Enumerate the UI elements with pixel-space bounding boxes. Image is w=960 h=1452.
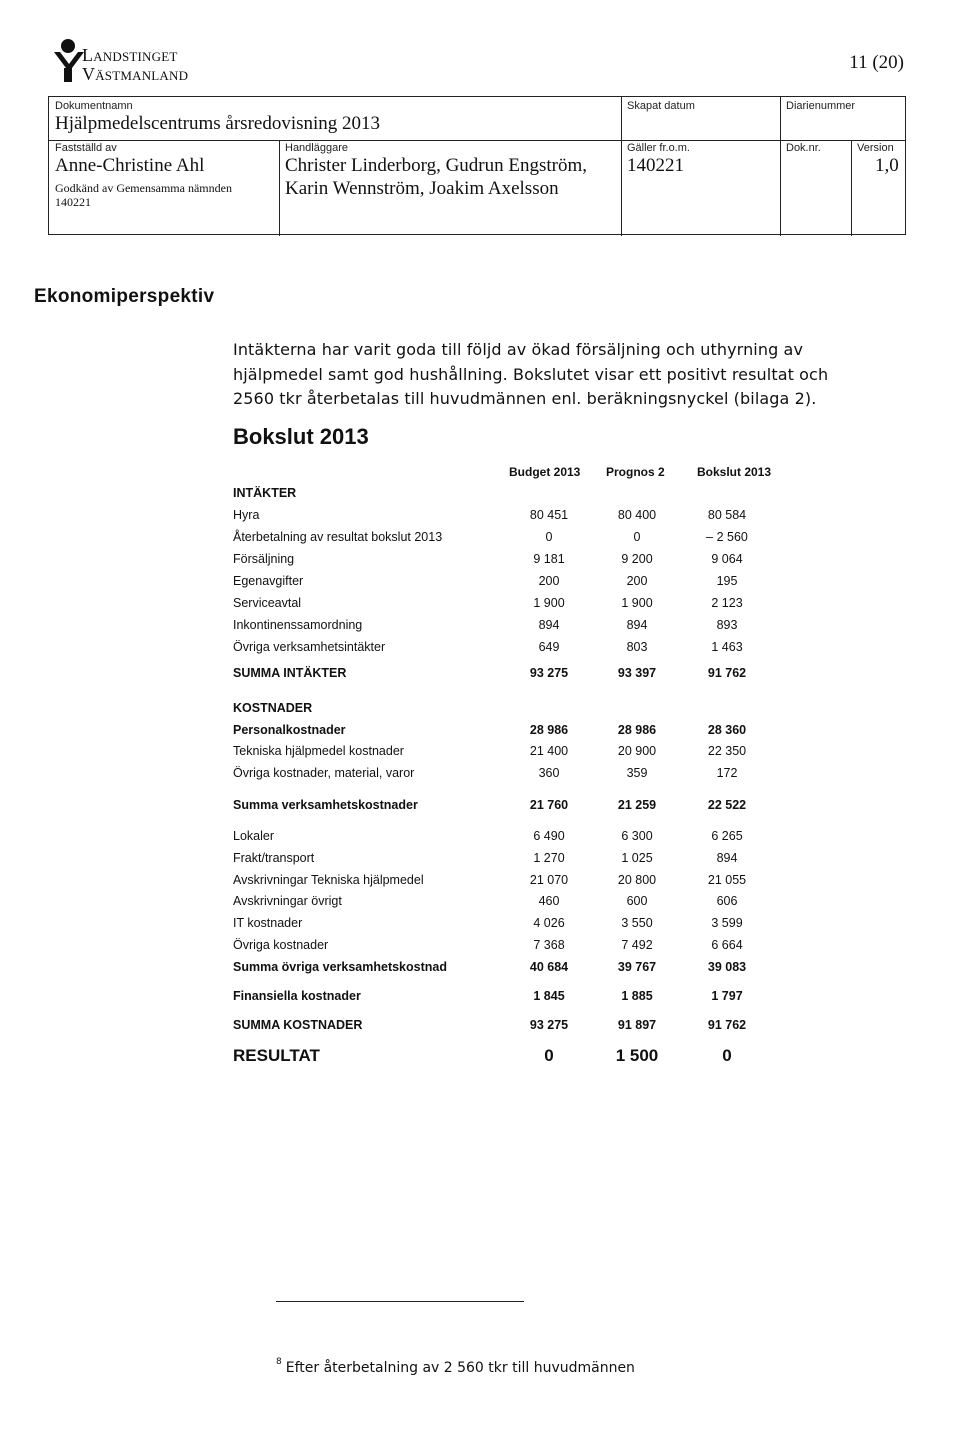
cell-budget: 0 — [545, 530, 553, 544]
cell-prognos: 39 767 — [617, 960, 657, 974]
row-label: Finansiella kostnader — [233, 989, 361, 1003]
cell-budget: 93 275 — [529, 1018, 569, 1032]
row-label: Hyra — [233, 508, 260, 522]
cell-prognos: 9 200 — [621, 552, 653, 566]
cell-bokslut: 2 123 — [711, 596, 743, 610]
cell-bokslut: 6 664 — [711, 938, 743, 952]
result-row — [233, 1046, 833, 1064]
valid-from: 140221 — [627, 155, 684, 176]
handler-line2: Karin Wennström, Joakim Axelsson — [285, 178, 559, 199]
handler-line1: Christer Linderborg, Gudrun Engström, — [285, 155, 588, 176]
financial-row — [233, 989, 833, 1007]
row-label: Frakt/transport — [233, 851, 315, 865]
income-heading — [233, 486, 833, 504]
cell-prognos: 1 900 — [621, 596, 653, 610]
table-row — [233, 596, 833, 614]
cell-bokslut: 6 265 — [711, 829, 743, 843]
footnote-divider — [276, 1301, 524, 1302]
cell-budget: 21 760 — [529, 798, 569, 812]
cell-prognos: 600 — [626, 894, 648, 908]
cell-prognos: 20 900 — [617, 744, 657, 758]
cell-bokslut: 80 584 — [707, 508, 747, 522]
approved-date: 140221 — [55, 195, 91, 209]
org-name-line2: Västmanland — [82, 64, 189, 84]
cell-budget: 200 — [538, 574, 560, 588]
row-label: IT kostnader — [233, 916, 303, 930]
cell-prognos: 7 492 — [621, 938, 653, 952]
label-established-by: Fastställd av — [55, 142, 117, 154]
label-version: Version — [857, 142, 894, 154]
table-row — [233, 530, 833, 548]
document-name: Hjälpmedelscentrums årsredovisning 2013 — [55, 113, 381, 134]
row-label: Återbetalning av resultat bokslut 2013 — [233, 530, 443, 544]
table-row — [233, 851, 833, 869]
table-row — [233, 723, 833, 741]
cell-prognos: 803 — [626, 640, 648, 654]
cell-bokslut: 22 522 — [707, 798, 747, 812]
row-label: RESULTAT — [233, 1046, 320, 1065]
cell-bokslut: 195 — [716, 574, 738, 588]
cell-prognos: 80 400 — [617, 508, 657, 522]
row-label: Övriga kostnader, material, varor — [233, 766, 415, 780]
table-row — [233, 552, 833, 570]
table-row — [233, 766, 833, 784]
cell-prognos: 200 — [626, 574, 648, 588]
footnote-mark: 8 — [276, 1357, 282, 1367]
cell-prognos: 1 500 — [615, 1046, 659, 1065]
cell-prognos: 1 025 — [621, 851, 653, 865]
table-title: Bokslut 2013 — [233, 424, 369, 449]
column-header-budget: Budget 2013 — [509, 465, 581, 479]
cell-prognos: 21 259 — [617, 798, 657, 812]
table-row — [233, 574, 833, 592]
approved-by: Godkänd av Gemensamma nämnden — [55, 181, 232, 195]
cell-budget: 93 275 — [529, 666, 569, 680]
label-handler: Handläggare — [285, 142, 348, 154]
row-label: Inkontinenssamordning — [233, 618, 363, 632]
cell-prognos: 0 — [633, 530, 641, 544]
row-label: SUMMA INTÄKTER — [233, 666, 347, 680]
table-row — [233, 938, 833, 956]
cell-bokslut: 21 055 — [707, 873, 747, 887]
cell-budget: 9 181 — [533, 552, 565, 566]
cell-budget: 21 070 — [529, 873, 569, 887]
table-row — [233, 640, 833, 658]
cell-prognos: 28 986 — [617, 723, 657, 737]
column-header-prognos: Prognos 2 — [606, 465, 665, 479]
cell-prognos: 1 885 — [621, 989, 653, 1003]
table-row — [233, 744, 833, 762]
cell-budget: 1 270 — [533, 851, 565, 865]
cell-bokslut: 28 360 — [707, 723, 747, 737]
row-label: Försäljning — [233, 552, 295, 566]
cell-budget: 894 — [538, 618, 560, 632]
cell-prognos: 3 550 — [621, 916, 653, 930]
cell-budget: 6 490 — [533, 829, 565, 843]
other-total-row — [233, 960, 833, 978]
established-by: Anne-Christine Ahl — [55, 155, 205, 176]
cell-budget: 4 026 — [533, 916, 565, 930]
row-label: Tekniska hjälpmedel kostnader — [233, 744, 404, 758]
row-label: Serviceavtal — [233, 596, 302, 610]
operating-total-row — [233, 798, 833, 816]
row-label: Avskrivningar övrigt — [233, 894, 342, 908]
cell-budget: 21 400 — [529, 744, 569, 758]
cell-prognos: 93 397 — [617, 666, 657, 680]
cell-bokslut: 0 — [722, 1046, 732, 1065]
row-label: Lokaler — [233, 829, 274, 843]
footnote-text: Efter återbetalning av 2 560 tkr till huvudmännen — [285, 1360, 635, 1376]
table-row — [233, 618, 833, 636]
cell-budget: 0 — [544, 1046, 554, 1065]
column-header-bokslut: Bokslut 2013 — [697, 465, 772, 479]
cell-prognos: 91 897 — [617, 1018, 657, 1032]
cell-budget: 40 684 — [529, 960, 569, 974]
cell-bokslut: 9 064 — [711, 552, 743, 566]
row-label: Egenavgifter — [233, 574, 304, 588]
cell-bokslut: 3 599 — [711, 916, 743, 930]
label-doc-nr: Dok.nr. — [786, 142, 821, 154]
org-logo-text — [82, 46, 188, 84]
table-row — [233, 894, 833, 912]
cell-prognos: 20 800 — [617, 873, 657, 887]
intro-paragraph: Intäkterna har varit goda till följd av ökad försäljning och uthyrning av hjälpmedel samt god hushållning. Bokslutet visar ett positivt resultat och 2560 tkr återbetalas till huvudmännen enl. beräkningsnyckel (bilaga 2). — [233, 340, 829, 408]
section-heading: Ekonomiperspektiv — [34, 286, 215, 307]
income-total-row — [233, 666, 833, 684]
table-row — [233, 829, 833, 847]
row-label: Övriga kostnader — [233, 938, 329, 952]
label-valid-from: Gäller fr.o.m. — [627, 142, 690, 154]
row-label: Personalkostnader — [233, 723, 346, 737]
version: 1,0 — [875, 155, 899, 176]
cell-bokslut: 894 — [716, 851, 738, 865]
income-heading-label: INTÄKTER — [233, 486, 297, 500]
table-row — [233, 873, 833, 891]
cell-bokslut: 91 762 — [707, 1018, 747, 1032]
cell-bokslut: 22 350 — [707, 744, 747, 758]
cell-budget: 1 900 — [533, 596, 565, 610]
cost-heading — [233, 701, 833, 719]
row-label: Övriga verksamhetsintäkter — [233, 640, 386, 654]
label-document-name: Dokumentnamn — [55, 100, 133, 112]
cost-heading-label: KOSTNADER — [233, 701, 313, 715]
cell-prognos: 6 300 — [621, 829, 653, 843]
cell-bokslut: 893 — [716, 618, 738, 632]
cell-bokslut: – 2 560 — [706, 530, 748, 544]
table-row — [233, 508, 833, 526]
cell-budget: 460 — [538, 894, 560, 908]
page-number: 11 (20) — [849, 52, 904, 73]
cell-bokslut: 606 — [716, 894, 738, 908]
cell-budget: 1 845 — [533, 989, 565, 1003]
cell-bokslut: 1 463 — [711, 640, 743, 654]
cell-budget: 28 986 — [529, 723, 569, 737]
cell-bokslut: 39 083 — [707, 960, 747, 974]
row-label: Summa verksamhetskostnader — [233, 798, 418, 812]
cell-budget: 7 368 — [533, 938, 565, 952]
cell-prognos: 894 — [626, 618, 648, 632]
cell-bokslut: 91 762 — [707, 666, 747, 680]
footnote — [276, 1357, 635, 1376]
cell-budget: 649 — [538, 640, 560, 654]
table-row — [233, 916, 833, 934]
cell-budget: 80 451 — [529, 508, 569, 522]
cell-prognos: 359 — [626, 766, 648, 780]
org-name-line1: Landstinget — [82, 45, 178, 65]
row-label: Summa övriga verksamhetskostnad — [233, 960, 447, 974]
cell-bokslut: 172 — [716, 766, 738, 780]
label-created-date: Skapat datum — [627, 100, 695, 112]
label-registry-number: Diarienummer — [786, 100, 856, 112]
cell-budget: 360 — [538, 766, 560, 780]
cell-bokslut: 1 797 — [711, 989, 743, 1003]
row-label: Avskrivningar Tekniska hjälpmedel — [233, 873, 424, 887]
row-label: SUMMA KOSTNADER — [233, 1018, 363, 1032]
document-header-table — [48, 96, 906, 235]
cost-total-row — [233, 1018, 833, 1036]
